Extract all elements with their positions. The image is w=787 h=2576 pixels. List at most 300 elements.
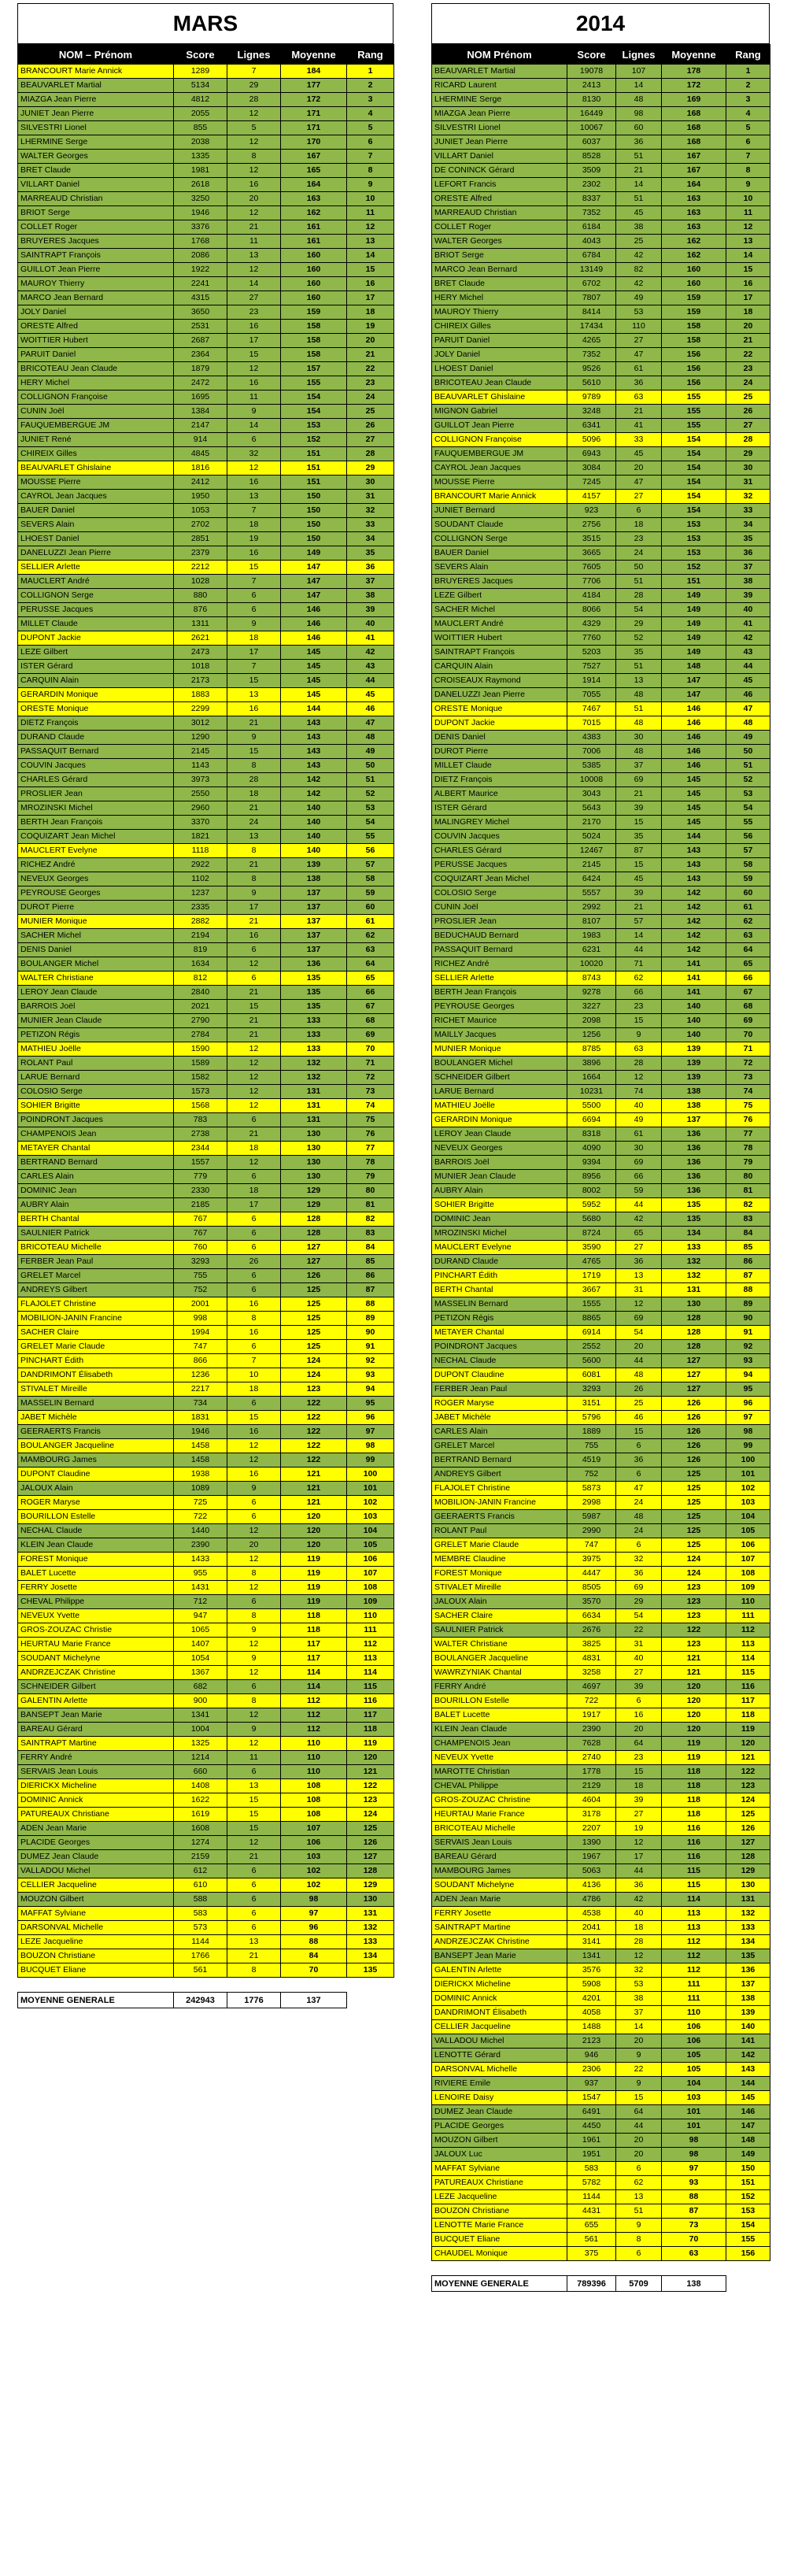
lignes-cell: 14 [227, 419, 281, 433]
table-row [432, 1156, 770, 1170]
lignes-cell: 51 [616, 702, 662, 716]
rang-cell: 31 [347, 490, 394, 504]
col-moyenne-header: Moyenne [281, 45, 347, 65]
table-row [432, 249, 770, 263]
score-cell: 5096 [567, 433, 616, 447]
rang-cell: 52 [347, 787, 394, 801]
rang-cell: 109 [347, 1595, 394, 1609]
col-moyenne-header: Moyenne [662, 45, 726, 65]
table-row [432, 1793, 770, 1808]
player-name: BANSEPT Jean Marie [432, 1949, 567, 1963]
lignes-cell: 20 [227, 192, 281, 206]
rang-cell: 42 [726, 631, 770, 646]
player-name: CELLIER Jacqueline [432, 2020, 567, 2034]
score-cell: 5203 [567, 646, 616, 660]
table-row [18, 1921, 394, 1935]
rang-cell: 67 [726, 986, 770, 1000]
player-name: CELLIER Jacqueline [18, 1878, 174, 1893]
table-row [18, 206, 394, 220]
table-row [432, 348, 770, 362]
score-cell: 13149 [567, 263, 616, 277]
table-row [18, 419, 394, 433]
score-cell: 588 [174, 1893, 227, 1907]
lignes-cell: 98 [616, 107, 662, 121]
lignes-cell: 12 [227, 1439, 281, 1453]
lignes-cell: 12 [616, 1836, 662, 1850]
table-row [18, 1326, 394, 1340]
score-cell: 1664 [567, 1071, 616, 1085]
table-row [18, 886, 394, 901]
rang-cell: 9 [347, 178, 394, 192]
table-row [432, 1723, 770, 1737]
table-row [432, 447, 770, 461]
rang-cell: 99 [726, 1439, 770, 1453]
score-cell: 722 [567, 1694, 616, 1708]
moyenne-cell: 165 [281, 164, 347, 178]
score-cell: 3084 [567, 461, 616, 476]
moyenne-cell: 111 [662, 1978, 726, 1992]
player-name: BOULANGER Michel [432, 1057, 567, 1071]
lignes-cell: 21 [227, 1127, 281, 1142]
rang-cell: 76 [726, 1113, 770, 1127]
score-cell: 5610 [567, 376, 616, 390]
score-cell: 4157 [567, 490, 616, 504]
player-name: LEFORT Francis [432, 178, 567, 192]
lignes-cell: 52 [616, 631, 662, 646]
rang-cell: 134 [726, 1935, 770, 1949]
rang-cell: 70 [726, 1028, 770, 1042]
lignes-cell: 21 [227, 1028, 281, 1042]
score-cell: 2998 [567, 1496, 616, 1510]
player-name: RICHET Maurice [432, 1014, 567, 1028]
score-cell: 4604 [567, 1793, 616, 1808]
lignes-cell: 12 [227, 1453, 281, 1468]
player-name: SAINTRAPT Martine [18, 1737, 174, 1751]
rang-cell: 114 [726, 1652, 770, 1666]
lignes-cell: 69 [616, 1581, 662, 1595]
player-name: SOUDANT Michelyne [18, 1652, 174, 1666]
score-cell: 1961 [567, 2134, 616, 2148]
moyenne-cell: 133 [281, 1042, 347, 1057]
table-row [18, 320, 394, 334]
lignes-cell: 61 [616, 1127, 662, 1142]
lignes-cell: 13 [227, 1779, 281, 1793]
table-row [432, 1000, 770, 1014]
player-name: BANSEPT Jean Marie [18, 1708, 174, 1723]
table-row [432, 646, 770, 660]
player-name: SILVESTRI Lionel [432, 121, 567, 135]
player-name: DANELUZZI Jean Pierre [432, 688, 567, 702]
year-summary [431, 2275, 726, 2292]
player-name: BRUYERES Jacques [432, 575, 567, 589]
score-cell: 4812 [174, 93, 227, 107]
moyenne-cell: 130 [281, 1170, 347, 1184]
rang-cell: 123 [726, 1779, 770, 1793]
moyenne-cell: 125 [662, 1538, 726, 1553]
rang-cell: 26 [347, 419, 394, 433]
player-name: CHIREIX Gilles [432, 320, 567, 334]
score-cell: 3570 [567, 1595, 616, 1609]
lignes-cell: 40 [616, 1099, 662, 1113]
lignes-cell: 63 [616, 390, 662, 405]
moyenne-cell: 120 [281, 1524, 347, 1538]
player-name: PROSLIER Jean [18, 787, 174, 801]
score-cell: 3896 [567, 1057, 616, 1071]
player-name: BUCQUET Eliane [18, 1963, 174, 1978]
score-cell: 4538 [567, 1907, 616, 1921]
player-name: WALTER Christiane [432, 1638, 567, 1652]
rang-cell: 65 [726, 957, 770, 972]
score-cell: 8865 [567, 1312, 616, 1326]
lignes-cell: 6 [227, 1170, 281, 1184]
rang-cell: 48 [726, 716, 770, 731]
table-row [432, 1198, 770, 1212]
rang-cell: 142 [726, 2049, 770, 2063]
score-cell: 5796 [567, 1411, 616, 1425]
player-name: LEROY Jean Claude [18, 986, 174, 1000]
rang-cell: 23 [726, 362, 770, 376]
player-name: PLACIDE Georges [432, 2119, 567, 2134]
rang-cell: 96 [726, 1397, 770, 1411]
lignes-cell: 44 [616, 1354, 662, 1368]
rang-cell: 47 [726, 702, 770, 716]
lignes-cell: 9 [227, 1482, 281, 1496]
table-row [18, 1000, 394, 1014]
lignes-cell: 36 [616, 1453, 662, 1468]
player-name: FERBER Jean Paul [432, 1382, 567, 1397]
lignes-cell: 6 [227, 1496, 281, 1510]
lignes-cell: 39 [616, 1793, 662, 1808]
player-name: MARREAUD Christian [18, 192, 174, 206]
table-row [18, 1453, 394, 1468]
lignes-cell: 6 [227, 1907, 281, 1921]
moyenne-cell: 128 [281, 1212, 347, 1227]
moyenne-cell: 120 [662, 1708, 726, 1723]
moyenne-cell: 125 [281, 1340, 347, 1354]
score-cell: 2840 [174, 986, 227, 1000]
player-name: BRICOTEAU Jean Claude [18, 362, 174, 376]
player-name: SCHNEIDER Gilbert [432, 1071, 567, 1085]
lignes-cell: 21 [616, 164, 662, 178]
rang-cell: 4 [347, 107, 394, 121]
lignes-cell: 62 [616, 972, 662, 986]
table-row [18, 79, 394, 93]
rang-cell: 130 [347, 1893, 394, 1907]
score-cell: 946 [567, 2049, 616, 2063]
moyenne-cell: 101 [662, 2105, 726, 2119]
score-cell: 1695 [174, 390, 227, 405]
player-name: COQUIZART Jean Michel [18, 830, 174, 844]
table-row [18, 164, 394, 178]
table-row [432, 915, 770, 929]
lignes-cell: 6 [227, 1864, 281, 1878]
moyenne-cell: 122 [281, 1397, 347, 1411]
lignes-cell: 21 [616, 901, 662, 915]
moyenne-cell: 140 [662, 1014, 726, 1028]
score-cell: 876 [174, 603, 227, 617]
table-row [18, 192, 394, 206]
rang-cell: 111 [726, 1609, 770, 1623]
lignes-cell: 54 [616, 603, 662, 617]
table-row [18, 929, 394, 943]
table-row [18, 1609, 394, 1623]
lignes-cell: 7 [227, 660, 281, 674]
moyenne-cell: 126 [662, 1453, 726, 1468]
moyenne-cell: 158 [281, 348, 347, 362]
table-row [432, 1808, 770, 1822]
table-row [18, 305, 394, 320]
score-cell: 1719 [567, 1269, 616, 1283]
score-cell: 3650 [174, 305, 227, 320]
lignes-cell: 15 [227, 1000, 281, 1014]
lignes-cell: 48 [616, 745, 662, 759]
moyenne-cell: 138 [662, 1099, 726, 1113]
lignes-cell: 29 [616, 1595, 662, 1609]
table-row [18, 702, 394, 716]
table-row [432, 1864, 770, 1878]
table-row [18, 1297, 394, 1312]
rang-cell: 55 [347, 830, 394, 844]
rang-cell: 2 [726, 79, 770, 93]
moyenne-cell: 98 [662, 2148, 726, 2162]
score-cell: 947 [174, 1609, 227, 1623]
player-name: ORESTE Alfred [432, 192, 567, 206]
rang-cell: 92 [347, 1354, 394, 1368]
lignes-cell: 20 [616, 2034, 662, 2049]
score-cell: 1938 [174, 1468, 227, 1482]
rang-cell: 73 [347, 1085, 394, 1099]
score-cell: 6424 [567, 872, 616, 886]
rang-cell: 102 [726, 1482, 770, 1496]
moyenne-cell: 102 [281, 1878, 347, 1893]
table-row [432, 1439, 770, 1453]
player-name: LENOTTE Marie France [432, 2219, 567, 2233]
moyenne-cell: 119 [281, 1567, 347, 1581]
lignes-cell: 46 [616, 1411, 662, 1425]
player-name: BAREAU Gérard [432, 1850, 567, 1864]
score-cell: 3178 [567, 1808, 616, 1822]
rang-cell: 81 [347, 1198, 394, 1212]
rang-cell: 79 [347, 1170, 394, 1184]
player-name: FAUQUEMBERGUE JM [432, 447, 567, 461]
score-cell: 2335 [174, 901, 227, 915]
rang-cell: 118 [347, 1723, 394, 1737]
rang-cell: 71 [726, 1042, 770, 1057]
table-row [432, 631, 770, 646]
table-row [18, 901, 394, 915]
player-name: ROGER Maryse [432, 1397, 567, 1411]
player-name: BRET Claude [432, 277, 567, 291]
table-row [18, 1028, 394, 1042]
score-cell: 7015 [567, 716, 616, 731]
score-cell: 734 [174, 1397, 227, 1411]
rang-cell: 65 [347, 972, 394, 986]
table-row [18, 65, 394, 79]
score-cell: 2159 [174, 1850, 227, 1864]
lignes-cell: 6 [227, 1227, 281, 1241]
moyenne-cell: 122 [662, 1623, 726, 1638]
moyenne-cell: 150 [281, 518, 347, 532]
rang-cell: 30 [347, 476, 394, 490]
table-row [432, 1142, 770, 1156]
rang-cell: 16 [726, 277, 770, 291]
rang-cell: 55 [726, 816, 770, 830]
moyenne-cell: 151 [281, 476, 347, 490]
player-name: METAYER Chantal [18, 1142, 174, 1156]
moyenne-cell: 149 [662, 603, 726, 617]
rang-cell: 107 [347, 1567, 394, 1581]
score-cell: 755 [174, 1269, 227, 1283]
score-cell: 1408 [174, 1779, 227, 1793]
moyenne-cell: 112 [281, 1723, 347, 1737]
lignes-cell: 9 [227, 405, 281, 419]
table-row [432, 731, 770, 745]
score-cell: 1390 [567, 1836, 616, 1850]
table-row [432, 334, 770, 348]
lignes-cell: 21 [227, 858, 281, 872]
table-row [18, 291, 394, 305]
rang-cell: 34 [726, 518, 770, 532]
moyenne-cell: 147 [662, 688, 726, 702]
table-row [18, 1765, 394, 1779]
rang-cell: 138 [726, 1992, 770, 2006]
rang-cell: 115 [347, 1680, 394, 1694]
rang-cell: 89 [347, 1312, 394, 1326]
lignes-cell: 54 [616, 1609, 662, 1623]
rang-cell: 82 [347, 1212, 394, 1227]
table-row [432, 390, 770, 405]
rang-cell: 53 [726, 787, 770, 801]
player-name: SERVAIS Jean Louis [432, 1836, 567, 1850]
rang-cell: 133 [726, 1921, 770, 1935]
rang-cell: 4 [726, 107, 770, 121]
moyenne-cell: 162 [662, 249, 726, 263]
player-name: VILLART Daniel [432, 150, 567, 164]
moyenne-cell: 112 [662, 1935, 726, 1949]
score-cell: 19078 [567, 65, 616, 79]
table-row [18, 1212, 394, 1227]
table-row [18, 1666, 394, 1680]
rang-cell: 99 [347, 1453, 394, 1468]
table-row [432, 901, 770, 915]
lignes-cell: 28 [227, 773, 281, 787]
moyenne-cell: 70 [662, 2233, 726, 2247]
moyenne-cell: 143 [281, 759, 347, 773]
score-cell: 561 [567, 2233, 616, 2247]
lignes-cell: 16 [227, 1297, 281, 1312]
lignes-cell: 16 [227, 1468, 281, 1482]
score-cell: 1144 [567, 2190, 616, 2204]
lignes-cell: 36 [616, 1255, 662, 1269]
player-name: GUILLOT Jean Pierre [18, 263, 174, 277]
table-row [432, 235, 770, 249]
rang-cell: 37 [347, 575, 394, 589]
table-row [432, 362, 770, 376]
score-cell: 12467 [567, 844, 616, 858]
rang-cell: 19 [347, 320, 394, 334]
score-cell: 9278 [567, 986, 616, 1000]
table-row [18, 1496, 394, 1510]
table-row [18, 731, 394, 745]
table-row [432, 1354, 770, 1368]
score-cell: 2129 [567, 1779, 616, 1793]
player-name: BRIOT Serge [432, 249, 567, 263]
lignes-cell: 23 [616, 1000, 662, 1014]
player-name: MILLET Claude [18, 617, 174, 631]
moyenne-cell: 126 [662, 1411, 726, 1425]
rang-cell: 143 [726, 2063, 770, 2077]
player-name: DUPONT Claudine [432, 1368, 567, 1382]
moyenne-cell: 112 [662, 1963, 726, 1978]
moyenne-cell: 119 [662, 1737, 726, 1751]
rang-cell: 66 [726, 972, 770, 986]
rang-cell: 33 [347, 518, 394, 532]
rang-cell: 139 [726, 2006, 770, 2020]
table-row [432, 2190, 770, 2204]
moyenne-cell: 132 [281, 1071, 347, 1085]
player-name: MOUZON Gilbert [432, 2134, 567, 2148]
moyenne-cell: 113 [662, 1907, 726, 1921]
lignes-cell: 17 [616, 1850, 662, 1864]
score-cell: 1547 [567, 2091, 616, 2105]
summary-lignes: 5709 [616, 2276, 662, 2292]
player-name: DIETZ François [18, 716, 174, 731]
moyenne-cell: 131 [281, 1113, 347, 1127]
table-row [432, 2176, 770, 2190]
moyenne-cell: 126 [662, 1425, 726, 1439]
table-row [432, 1297, 770, 1312]
score-cell: 8785 [567, 1042, 616, 1057]
rang-cell: 133 [347, 1935, 394, 1949]
moyenne-cell: 160 [281, 249, 347, 263]
summary-label: MOYENNE GENERALE [18, 1993, 174, 2008]
player-name: LEZE Gilbert [18, 646, 174, 660]
lignes-cell: 12 [227, 1666, 281, 1680]
rang-cell: 29 [347, 461, 394, 476]
moyenne-cell: 114 [281, 1680, 347, 1694]
rang-cell: 52 [726, 773, 770, 787]
rang-cell: 13 [347, 235, 394, 249]
lignes-cell: 6 [227, 1283, 281, 1297]
table-row [432, 93, 770, 107]
lignes-cell: 8 [227, 759, 281, 773]
score-cell: 4090 [567, 1142, 616, 1156]
moyenne-cell: 104 [662, 2077, 726, 2091]
moyenne-cell: 142 [662, 886, 726, 901]
player-name: SEVERS Alain [18, 518, 174, 532]
score-cell: 725 [174, 1496, 227, 1510]
score-cell: 7807 [567, 291, 616, 305]
moyenne-cell: 132 [281, 1057, 347, 1071]
col-rang-header: Rang [347, 45, 394, 65]
lignes-cell: 13 [227, 490, 281, 504]
score-cell: 1118 [174, 844, 227, 858]
moyenne-cell: 154 [662, 476, 726, 490]
player-name: WOITTIER Hubert [432, 631, 567, 646]
table-row [18, 1184, 394, 1198]
score-cell: 4519 [567, 1453, 616, 1468]
score-cell: 1946 [174, 1425, 227, 1439]
rang-cell: 80 [347, 1184, 394, 1198]
player-name: GROS-ZOUZAC Christie [18, 1623, 174, 1638]
table-row [432, 1241, 770, 1255]
score-cell: 3576 [567, 1963, 616, 1978]
table-row [432, 1963, 770, 1978]
score-cell: 4043 [567, 235, 616, 249]
score-cell: 767 [174, 1212, 227, 1227]
table-row [432, 1382, 770, 1397]
lignes-cell: 6 [227, 1878, 281, 1893]
